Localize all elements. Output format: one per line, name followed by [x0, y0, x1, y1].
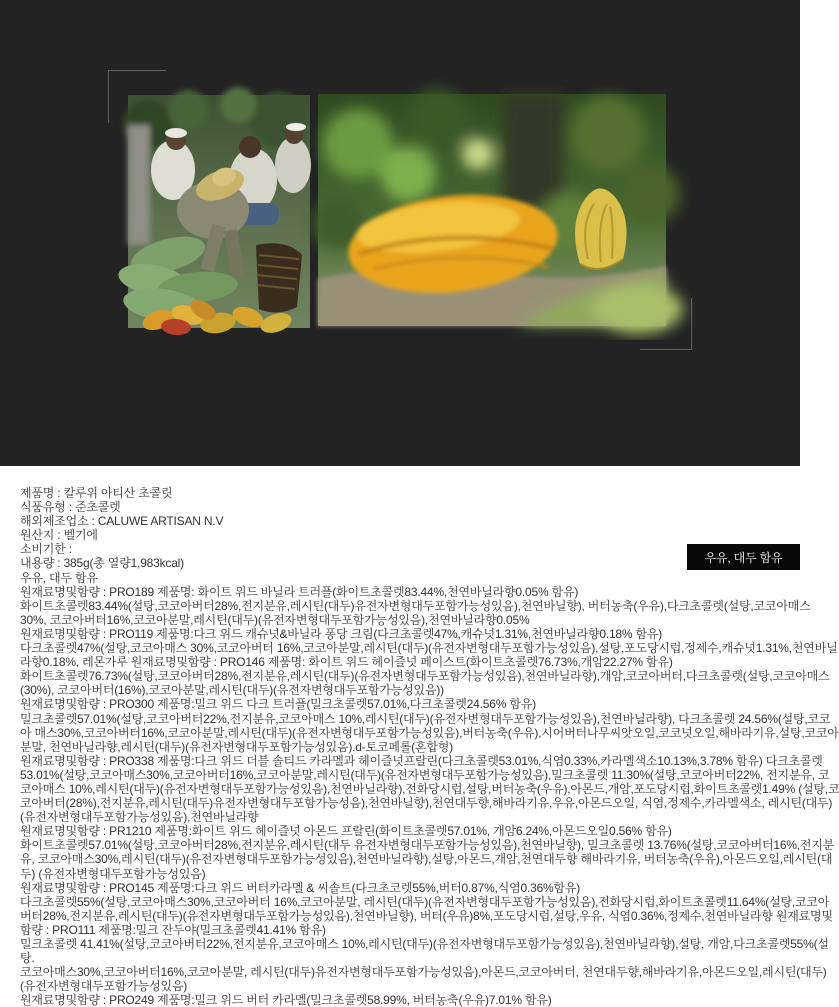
ingredient-line: 원재료명및함량 : PRO300 제품명:밀크 위드 다크 트러플(밀크초콜렛57.01%,다크초콜렛24.56% 함유): [20, 697, 536, 712]
ingredient-line: 유, 코코아매스30%,레시틴(대두)(유전자변형대두포함가능성있음),천연바닐라향),설탕,아몬드,개암,천연대두향 해바라기유, 버터농축(우유),아몬드오일,레시틴(대: [20, 852, 833, 867]
product-name-line: 제품명 : 칼루위 아티산 초콜릿: [20, 486, 173, 500]
ingredient-line: 원재료명및함량 : PRO119 제품명:다크 위드 캐슈넛&바닐라 퐁당 크림(다크초콜렛47%,캐슈넛1.31%,천연바닐라향0.18% 함유): [20, 626, 663, 641]
cacao-harvest-photo: [128, 95, 310, 328]
net-weight-line: 내용량 : 385g(총 열량1,983kcal): [20, 556, 184, 571]
origin-line: 원산지 : 벨기에: [20, 528, 98, 543]
hero-section: [0, 0, 800, 466]
food-type-line: 식품유형 : 준초콜렛: [20, 500, 121, 515]
ingredient-line: 아 매스30%,코코아버터16%,코코아분말,레시틴(대두)(유전자변형대두포함가능성있음),버터농축(우유),시어버터나무씨앗오일,코코넛오일,해바라기유,설탕,코코아: [20, 725, 839, 740]
ingredient-line: 버터28%,전지분유,레시틴(대두)(유전자변형대두포함가능성있음),천연바닐향), 버터(우유)8%,포도당시럽,설탕,우유, 식염0.36%,정제수,천연바닐라향 원재료명및: [20, 908, 833, 923]
ingredient-line: (30%), 코코아버터(16%),코코아분말,레시틴(대두)(유전자변형대두포함가능성있음)): [20, 683, 444, 698]
expiry-line: 소비기한 :: [20, 542, 72, 557]
ingredient-line: 코아매스 10%,레시틴(대두)(유전자변형대두포함가능성있음),천연바닐라향),전화당시럽,설탕,버터농축(우유),아몬드,개암,포도당시럽,화이트초콜렛1.49% (설탕,코: [20, 781, 839, 796]
allergen-badge: 우유, 대두 함유: [687, 544, 800, 570]
ingredient-line: 다크초콜렛55%(설탕,코코아매스30%,코코아버터 16%,코코아분말, 레시틴(대두)(유전자변형대두포함가능성있음),전화당시럽,화이트초콜렛11.64%(설탕,코코아: [20, 894, 830, 909]
ingredient-line: 다크초콜렛47%(설탕,코코아매스 30%,코코아버터 16%,코코아분말,레시틴(대두)(유전자변형대두포함가능성있음),설탕,포도당시럽,정제수,캐슈넛1.31%,천연바닐: [20, 641, 838, 656]
ingredient-line: 53.01%(설탕,코코아매스30%,코코아버터16%,코코아분말,레시틴(대두)(유전자변형대두포함가능성있음),밀크초콜렛 11.30%(설탕,코코아버터22%, 전지분유, 코: [20, 767, 830, 782]
ingredient-line: 30%, 코코아버터16%,코코아분말,레시틴(대두)(유전자변형대두포함가능성있음),천연바닐라향0.05%: [20, 612, 530, 627]
ingredient-line: 밀크초콜렛 41.41%(설탕,코코아버터22%,전지분유,코코아매스 10%,레시틴(대두)(유전자변형대두포함가능성있음),천연바닐라향),설탕, 개암,다크초콜렛55%(설: [20, 937, 829, 951]
ingredient-line: 화이트초콜렛57.01%(설탕,코코아버터28%,전지분유,레시틴(대두 유전자변형대두포함가능성있음),천연바닐향), 밀크초콜렛 13.76%(설탕,코코아버터16%,전지분: [20, 838, 835, 853]
ingredient-line: 화이트초콜렛83.44%(설탕,코코아버터28%,전지분유,레시틴(대두)유전자변형대두포함가능성있음),천연바닐향), 버터농축(우유),다크초콜렛(설탕,코코아매스: [20, 598, 811, 613]
ingredient-line: 원재료명및함량 : PRO145 제품명:다크 위드 버터카라멜 & 씨솔트(다크초코렛55%,버터0.87%,식염0.36%함유): [20, 880, 581, 895]
ingredient-line: 함량 : PRO111 제품명:밀크 잔두야(밀크초콜렛41.41% 함유): [20, 922, 326, 937]
ingredient-line: 코아버터(28%),전지분유,레시틴(대두)유전자변형대두포함가능성음),천연바닐향),천연대두향,해바라기유,우유,아몬드오일, 식염,정제수,카라멜색소, 레시틴(대두): [20, 796, 833, 811]
product-info-section: [0, 466, 839, 1007]
ingredient-line: 밀크초콜렛57.01%(설탕,코코아버터22%,전지분유,코코아매스 10%,레시틴(대두)(유전자변형대두포함가능성있음),천연바닐라향), 다크초콜렛 24.56%(설탕,코코: [20, 711, 831, 726]
ingredient-line: 원재료명및함량 : PRO189 제품명: 화이트 위드 바닐라 트러플(화이트초콜렛83.44%,천연바닐라향0.05% 함유): [20, 584, 579, 599]
manufacturer-line: 해외제조업소 : CALUWE ARTISAN N.V: [20, 514, 224, 529]
ingredient-line: 원재료명및함량 : PRO249 제품명:밀크 위드 버터 카라멜(밀크초콜렛58.99%, 버터농축(우유)7.01% 함유): [20, 993, 552, 1007]
cacao-pods-photo: [318, 94, 666, 326]
ingredient-line: 코코아매스30%,코코아버터16%,코코아분말, 레시틴(대두)유전자변형대두포함가능성있음),아몬드,코코아버터, 천연대두향,해바라기유,아몬드오일,레시틴(대두): [20, 965, 827, 980]
ingredient-line: 두) (유전자변형대두포함가능성있음): [20, 866, 206, 881]
ingredient-line: 탕.: [20, 951, 35, 966]
allergen-line: 우유, 대두 함유: [20, 570, 98, 585]
ingredient-line: (유전자변형대두포함가능성있음),천연바닐라향: [20, 810, 259, 825]
ingredient-line: (유전자변형대두포함가능성있음): [20, 979, 188, 994]
ingredient-line: 원재료명및함량 : PRO338 제품명:다크 위드 더블 솔티드 카라멜과 헤이즐넛프랄린(다크초콜렛53.01%,식염0.33%,카라멜색소10.13%,3.78% 함유) 다크초콜렛: [20, 753, 823, 768]
ingredient-line: 분말, 천연바닐라향,레시틴(대두)(유전자변형대두포함가능성있음).d-토코페롤(혼합형): [20, 739, 453, 754]
ingredient-line: 원재료명및함량 : PR1210 제품명:화이트 위드 헤이즐넛 아몬드 프랄린(화이트초콜렛57.01%, 개암6.24%,아몬드오일0.56% 함유): [20, 824, 672, 839]
ingredient-line: 라향0.18%, 레몬가루 원재료명및함량 : PRO146 제품명: 화이트 위드 헤이즐넛 페이스트(화이트초콜렛76.73%,개암22.27% 함유): [20, 655, 673, 670]
ingredient-line: 화이트초콜렛76.73%(설탕,코코아버터28%,전지분유,레시틴(대두)(유전자변형대두포함가능성있음),천연바닐라향),개암,코코아버터,다크초콜렛(설탕,코코아매스: [20, 669, 830, 684]
